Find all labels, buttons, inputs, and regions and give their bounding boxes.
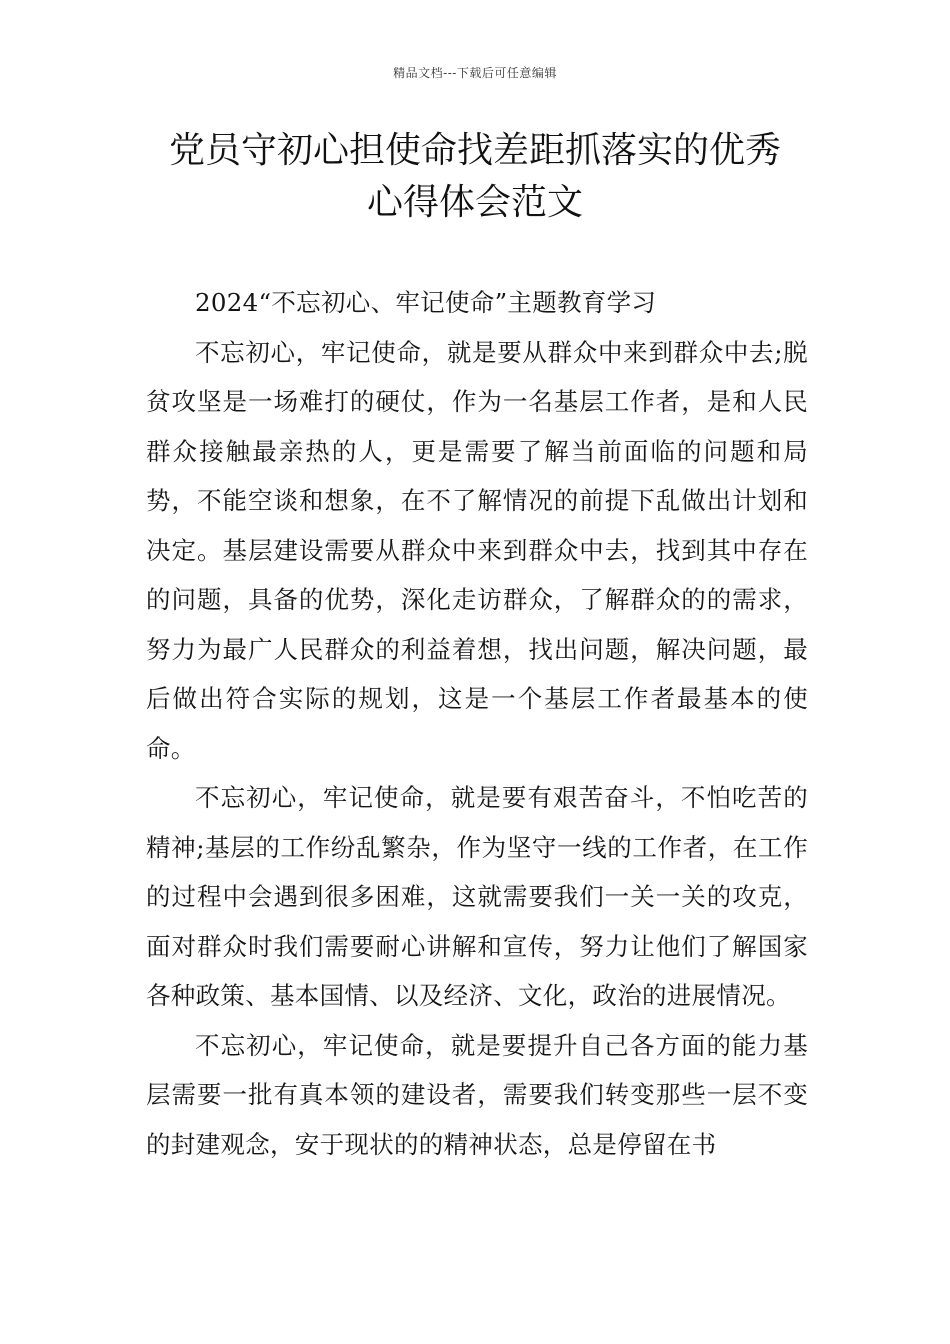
paragraph-3: 不忘初心，牢记使命，就是要提升自己各方面的能力基层需要一批有真本领的建设者，需要我们转变那些一层不变的封建观念，安于现状的的精神状态，总是停留在书	[146, 1030, 808, 1159]
document-body	[146, 278, 808, 1169]
header-note: 精品文档---下载后可任意编辑	[393, 66, 557, 80]
document-title	[120, 125, 830, 229]
title-line-2: 心得体会范文	[366, 182, 583, 223]
document-subtitle: 2024“不忘初心、牢记使命”主题教育学习	[195, 288, 657, 317]
paragraph-1: 不忘初心，牢记使命，就是要从群众中来到群众中去;脱贫攻坚是一场难打的硬仗，作为一名基层工作者，是和人民群众接触最亲热的人，更是需要了解当前面临的问题和局势，不能空谈和想象，在不了解情况的前提下乱做出计划和决定。基层建设需要从群众中来到群众中去，找到其中存在的问题，具备的优势，深化走访群众，了解群众的的需求，努力为最广人民群众的利益着想，找出问题，解决问题，最后做出符合实际的规划，这是一个基层工作者最基本的使命。	[146, 337, 808, 763]
paragraph-2: 不忘初心，牢记使命，就是要有艰苦奋斗，不怕吃苦的精神;基层的工作纷乱繁杂，作为坚守一线的工作者，在工作的过程中会遇到很多困难，这就需要我们一关一关的攻克，面对群众时我们需要耐心讲解和宣传，努力让他们了解国家各种政策、基本国情、以及经济、文化，政治的进展情况。	[146, 783, 808, 1010]
title-line-1: 党员守初心担使命找差距抓落实的优秀	[168, 130, 781, 171]
